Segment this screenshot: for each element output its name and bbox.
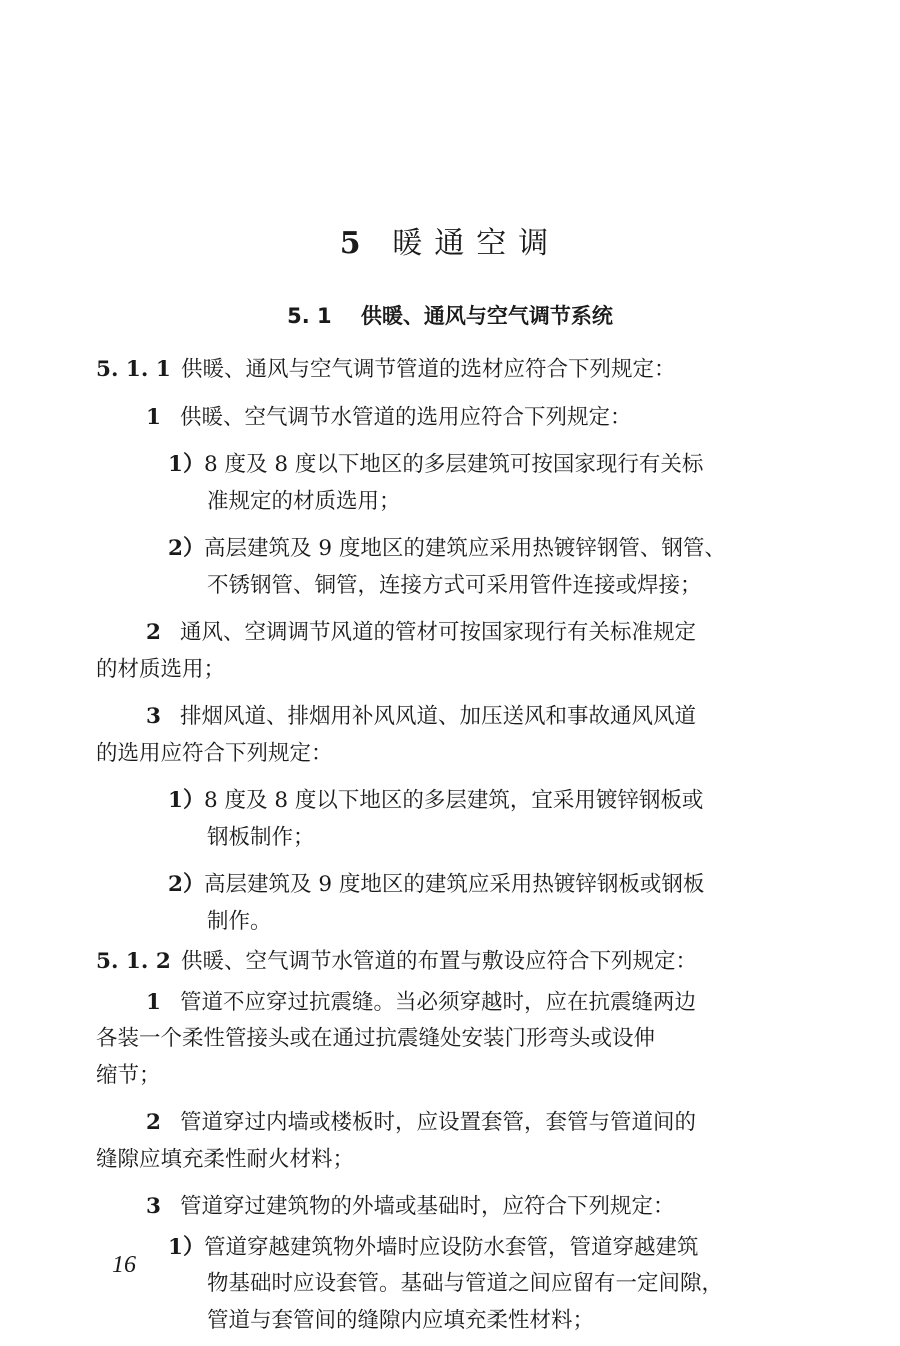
- list-item: [96, 985, 796, 1022]
- item-number: 1: [146, 989, 161, 1015]
- chapter-number: 5: [339, 226, 361, 261]
- item-continuation: 各装一个柔性管接头或在通过抗震缝处安装门形弯头或设伸: [96, 1026, 656, 1051]
- list-item: [96, 615, 796, 652]
- sub-item-text: 8 度及 8 度以下地区的多层建筑可按国家现行有关标: [204, 452, 704, 477]
- item-text: 供暖、空气调节水管道的选用应符合下列规定：: [180, 404, 632, 430]
- item-text: 管道不应穿过抗震缝。当必须穿越时，应在抗震缝两边: [180, 989, 697, 1015]
- sub-item-text: 高层建筑及 9 度地区的建筑应采用热镀锌钢管、钢管、: [204, 536, 726, 561]
- item-continuation: 的材质选用；: [96, 656, 226, 682]
- item-number: 2: [146, 620, 161, 645]
- sub-item-text: 高层建筑及 9 度地区的建筑应采用热镀锌钢板或钢板: [204, 872, 705, 897]
- sub-item: [96, 1230, 796, 1267]
- sub-item-number: 1）: [168, 1234, 205, 1260]
- item-number: 3: [146, 1194, 161, 1219]
- list-item: [96, 400, 796, 437]
- item-continuation: 的选用应符合下列规定：: [96, 740, 333, 766]
- sub-item-number: 1）: [168, 788, 205, 813]
- sub-item-continuation: 不锈钢管、铜管，连接方式可采用管件连接或焊接；: [207, 572, 702, 598]
- sub-item-number: 2）: [168, 536, 205, 561]
- item-continuation: 缝隙应填充柔性耐火材料；: [96, 1146, 355, 1172]
- sub-item-continuation: 物基础时应设套管。基础与管道之间应留有一定间隙，: [207, 1271, 724, 1296]
- item-number: 3: [146, 704, 161, 729]
- sub-item-text: 管道穿越建筑物外墙时应设防水套管，管道穿越建筑: [204, 1234, 699, 1260]
- sub-item-continuation: 管道与套管间的缝隙内应填充柔性材料；: [207, 1307, 595, 1333]
- list-item: [96, 1189, 796, 1226]
- sub-item-continuation: 制作。: [207, 908, 272, 934]
- list-item: [96, 1105, 796, 1142]
- clause-line: [96, 944, 796, 981]
- item-text: 通风、空调调节风道的管材可按国家现行有关标准规定: [180, 620, 697, 645]
- chapter-title-text: 暖通空调: [392, 226, 561, 261]
- item-text: 管道穿过建筑物的外墙或基础时，应符合下列规定：: [180, 1194, 675, 1219]
- page-number: 16: [112, 1252, 136, 1278]
- sub-item-continuation: 钢板制作；: [207, 824, 315, 850]
- section-title-text: 供暖、通风与空气调节系统: [360, 304, 613, 328]
- sub-item-text: 8 度及 8 度以下地区的多层建筑，宜采用镀锌钢板或: [204, 788, 704, 813]
- sub-item: [96, 531, 796, 568]
- chapter-title: [0, 218, 900, 262]
- clause-number: 5. 1. 2: [96, 949, 171, 974]
- item-text: 管道穿过内墙或楼板时，应设置套管，套管与管道间的: [180, 1110, 697, 1135]
- clause-line: [96, 352, 796, 389]
- item-text: 排烟风道、排烟用补风风道、加压送风和事故通风风道: [180, 704, 697, 729]
- sub-item-continuation: 准规定的材质选用；: [207, 488, 401, 514]
- sub-item-number: 1）: [168, 452, 205, 477]
- item-number: 2: [146, 1110, 161, 1135]
- section-number: 5. 1: [287, 304, 332, 328]
- clause-text: 供暖、通风与空气调节管道的选材应符合下列规定：: [181, 357, 676, 382]
- clause-number: 5. 1. 1: [96, 357, 171, 382]
- item-number: 1: [146, 404, 161, 430]
- section-title: [0, 300, 900, 330]
- sub-item-number: 2）: [168, 872, 205, 897]
- sub-item: [96, 867, 796, 904]
- clause-text: 供暖、空气调节水管道的布置与敷设应符合下列规定：: [181, 949, 698, 974]
- sub-item: [96, 783, 796, 820]
- item-continuation: 缩节；: [96, 1062, 161, 1088]
- sub-item: [96, 447, 796, 484]
- list-item: [96, 699, 796, 736]
- body-text: [96, 352, 796, 1339]
